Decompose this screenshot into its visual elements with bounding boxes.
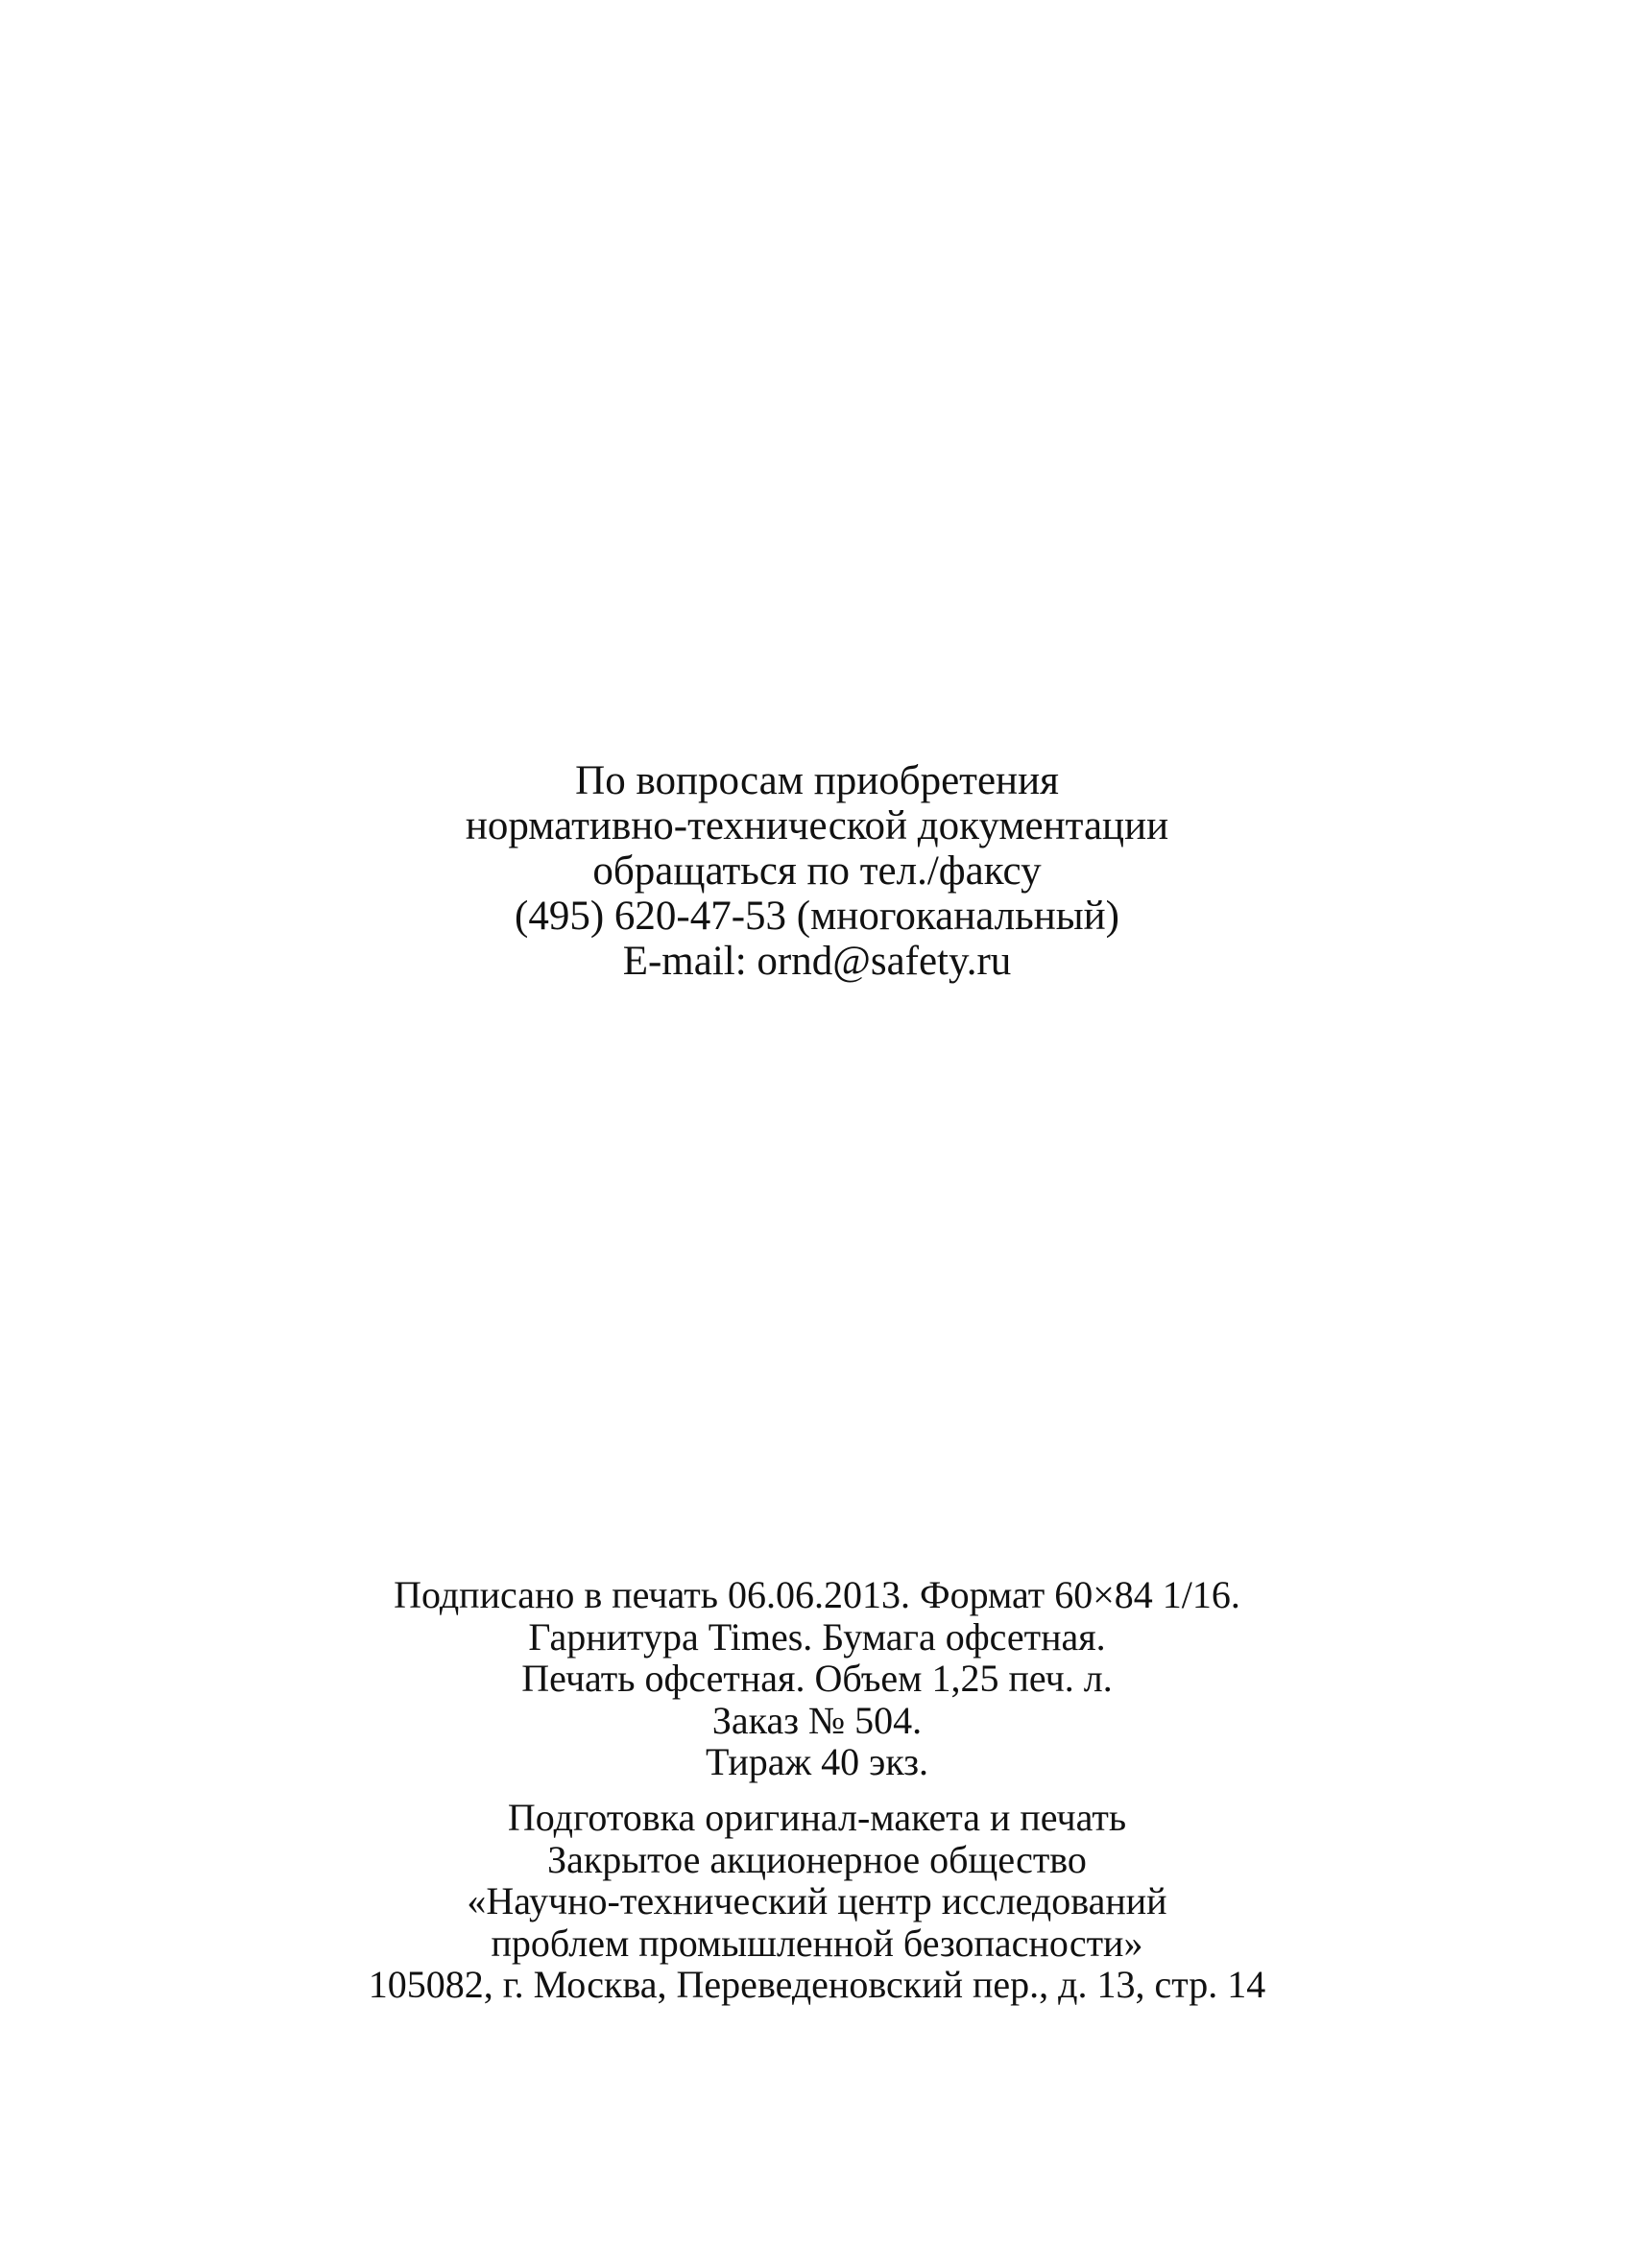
printer-company-name-2: проблем промышленной безопасности» (491, 1921, 1143, 1965)
printer-company-name-1: «Научно-технический центр исследований (467, 1879, 1167, 1922)
contact-phone: (495) 620-47-53 (многоканальный) (515, 894, 1119, 939)
imprint-typeface-paper: Гарнитура Times. Бумага офсетная. (528, 1614, 1106, 1659)
contact-subject-line: нормативно-технической документации (465, 803, 1169, 848)
contact-info-block (0, 758, 1634, 984)
printer-address: 105082, г. Москва, Переведеновский пер., д. 13, стр. 14 (368, 1963, 1266, 2006)
printer-service-line: Подготовка оригинал-макета и печать (507, 1796, 1127, 1839)
imprint-print-volume: Печать офсетная. Объем 1,25 печ. л. (521, 1657, 1113, 1700)
contact-email: E-mail: ornd@safety.ru (622, 939, 1012, 984)
imprint-signed-format: Подписано в печать 06.06.2013. Формат 60×84 1/16. (394, 1573, 1240, 1616)
contact-heading-line: По вопросам приобретения (575, 758, 1059, 803)
imprint-order-number: Заказ № 504. (711, 1698, 923, 1742)
printer-info-block (0, 1797, 1634, 2006)
imprint-print-run: Тираж 40 экз. (705, 1740, 929, 1783)
imprint-block (0, 1574, 1634, 1783)
printer-company-type: Закрытое акционерное общество (547, 1837, 1087, 1881)
contact-instruction-line: обращаться по тел./факсу (592, 848, 1042, 894)
